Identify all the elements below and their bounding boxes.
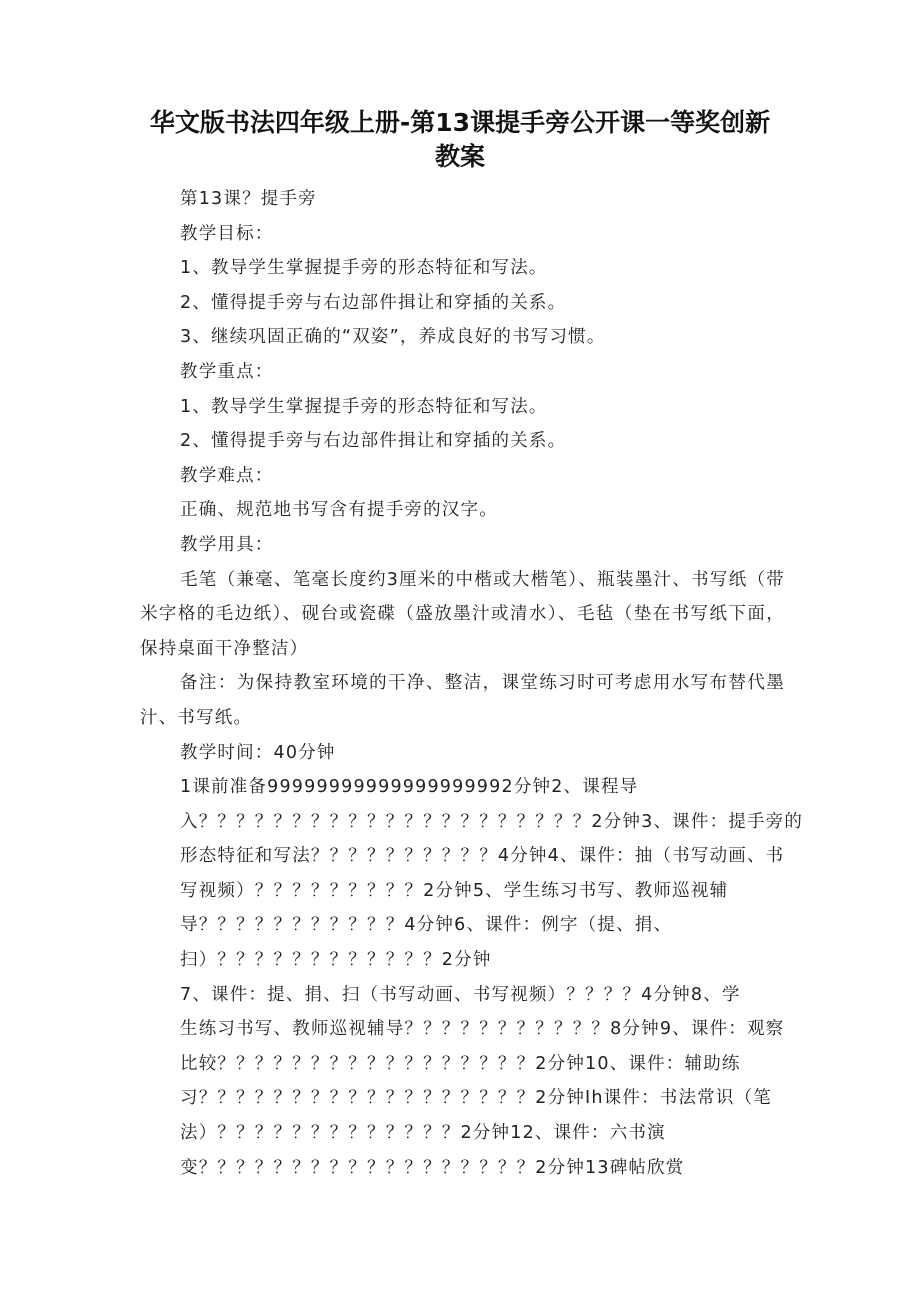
teaching-time: 教学时间：40分钟 [180, 742, 336, 763]
schedule-line: 1课前准备99999999999999999992分钟2、课程导 [180, 777, 639, 798]
schedule-line: 变？？？？？？？？？？？？？？？？？？2分钟13碑帖欣赏 [180, 1157, 685, 1178]
section-heading-key-points: 教学重点： [180, 361, 274, 382]
lesson-heading: 第13课？提手旁 [180, 189, 317, 209]
objective-item: 3、继续巩固正确的“双姿”，养成良好的书写习惯。 [180, 327, 606, 348]
schedule-line: 习？？？？？？？？？？？？？？？？？？2分钟Ih课件：书法常识（笔 [180, 1088, 772, 1109]
schedule-line: 导？？？？？？？？？？？4分钟6、课件：例字（提、捐、 [180, 915, 673, 936]
key-point-item: 1、教导学生掌握提手旁的形态特征和写法。 [180, 396, 548, 417]
schedule-line: 生练习书写、教师巡视辅导？？？？？？？？？？？8分钟9、课件：观察 [180, 1019, 785, 1040]
document-title: 华文版书法四年级上册-第13课提手旁公开课一等奖创新教案 [149, 108, 771, 171]
note-paragraph: 备注：为保持教室环境的干净、整洁，课堂练习时可考虑用水写布替代墨汁、书写纸。 [140, 673, 785, 728]
schedule-line: 7、课件：提、捐、扫（书写动画、书写视频）？？？？4分钟8、学 [180, 984, 741, 1005]
key-point-item: 2、懂得提手旁与右边部件揖让和穿插的关系。 [180, 431, 567, 452]
objective-item: 1、教导学生掌握提手旁的形态特征和写法。 [180, 258, 548, 279]
schedule-line: 比较？？？？？？？？？？？？？？？？？2分钟10、课件：辅助练 [180, 1053, 741, 1074]
schedule-line: 入？？？？？？？？？？？？？？？？？？？？？2分钟3、课件：提手旁的 [180, 811, 804, 832]
tools-paragraph: 毛笔（兼毫、笔毫长度约3厘米的中楷或大楷笔）、瓶装墨汁、书写纸（带米字格的毛边纸）、砚台或瓷碟（盛放墨汁或清水）、毛毡（垫在书写纸下面，保持桌面干净整洁） [140, 569, 785, 659]
schedule-line: 法）？？？？？？？？？？？？？2分钟12、课件：六书演 [180, 1123, 666, 1144]
section-heading-difficulties: 教学难点： [180, 465, 274, 486]
schedule-line: 扫）？？？？？？？？？？？？2分钟 [180, 950, 492, 971]
schedule-line: 形态特征和写法？？？？？？？？？？4分钟4、课件：抽（书写动画、书 [180, 846, 785, 867]
difficulty-item: 正确、规范地书写含有提手旁的汉字。 [180, 500, 498, 521]
section-heading-tools: 教学用具： [180, 534, 274, 555]
objective-item: 2、懂得提手旁与右边部件揖让和穿插的关系。 [180, 292, 567, 313]
document-body [140, 182, 804, 1185]
schedule-line: 写视频）？？？？？？？？？2分钟5、学生练习书写、教师巡视辅 [180, 880, 729, 901]
section-heading-objectives: 教学目标： [180, 223, 274, 244]
